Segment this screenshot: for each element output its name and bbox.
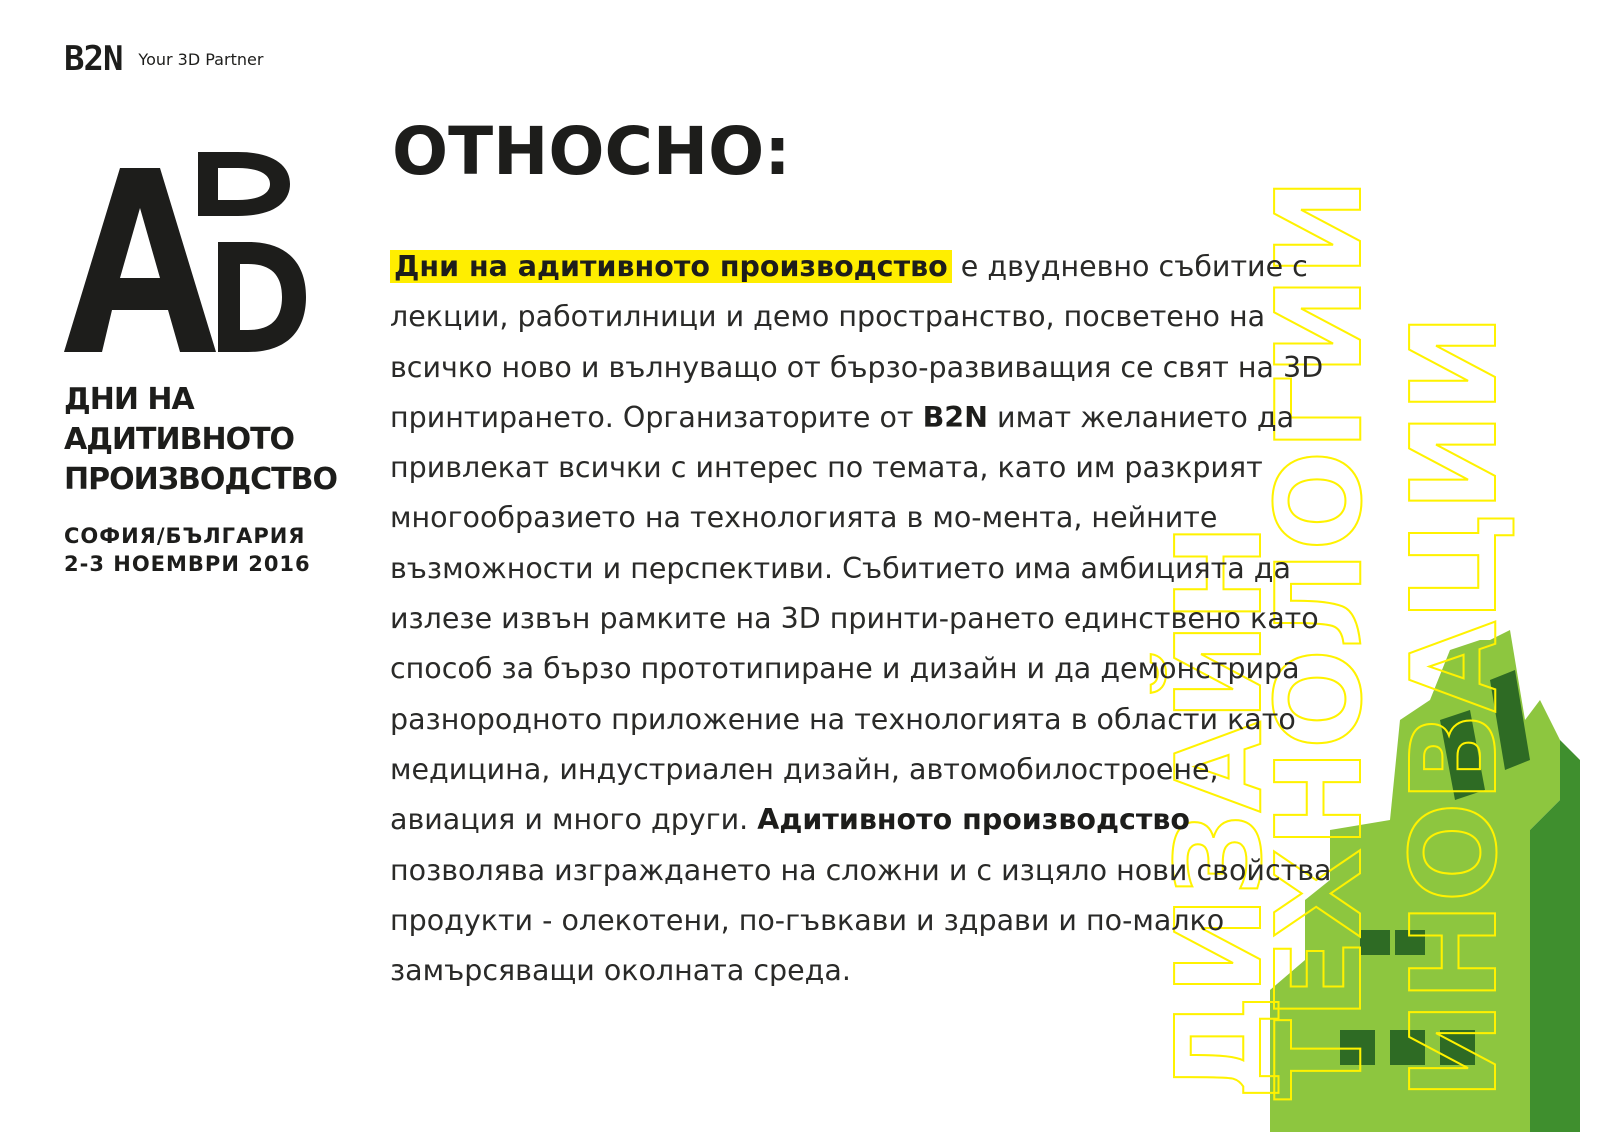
brand-tagline: Your 3D Partner bbox=[138, 49, 264, 69]
deco-word-technologies: ТЕХНОЛОГИИ bbox=[1250, 177, 1388, 1100]
event-location: СОФИЯ/БЪЛГАРИЯ bbox=[64, 524, 306, 548]
event-title-line-2: АДИТИВНОТО bbox=[64, 422, 295, 457]
bold-additive: Адитивното производство bbox=[757, 803, 1190, 837]
about-paragraph bbox=[390, 242, 1340, 996]
ad-logo bbox=[62, 150, 312, 365]
page-title: ОТНОСНО: bbox=[392, 113, 791, 190]
paragraph-part-2: имат желанието да привлекат всички с интерес по темата, като им разкрият многообразието на технологията в мо-мента, нейните възможности и перспективи. Събитието има амбицията да излезе извън рамките на 3D принти-рането единствено като способ за бързо прототипиране и дизайн и да демонстрира разнородното приложение на технологията в области като медицина, индустриален дизайн, автомобилостроене, авиация и много други. bbox=[390, 400, 1319, 837]
deco-word-design: ДИЗАЙН bbox=[1150, 523, 1288, 1100]
brand-bold: B2N bbox=[922, 400, 988, 434]
event-dates: 2-3 НОЕМВРИ 2016 bbox=[64, 552, 311, 576]
highlight-event-name: Дни на адитивното производство bbox=[390, 250, 952, 283]
event-title-line-1: ДНИ НА bbox=[64, 382, 194, 417]
brand-header bbox=[64, 39, 264, 79]
paragraph-part-3: позволява изграждането на сложни и с изцяло нови свойства продукти - олекотени, по-гъвкави и здрави и по-малко замърсяващи околната среда. bbox=[390, 853, 1332, 988]
b2n-logo: B2N bbox=[64, 39, 123, 79]
event-title-line-3: ПРОИЗВОДСТВО bbox=[64, 462, 337, 497]
event-title-block bbox=[64, 380, 337, 578]
paragraph-part-1: е двудневно събитие с лекции, работилници и демо пространство, посветено на всичко ново и вълнуващо от бързо-развиващия се свят на 3D принтирането. Организаторите от bbox=[390, 250, 1324, 434]
deco-word-innovations: ИНОВАЦИИ bbox=[1385, 313, 1523, 1100]
